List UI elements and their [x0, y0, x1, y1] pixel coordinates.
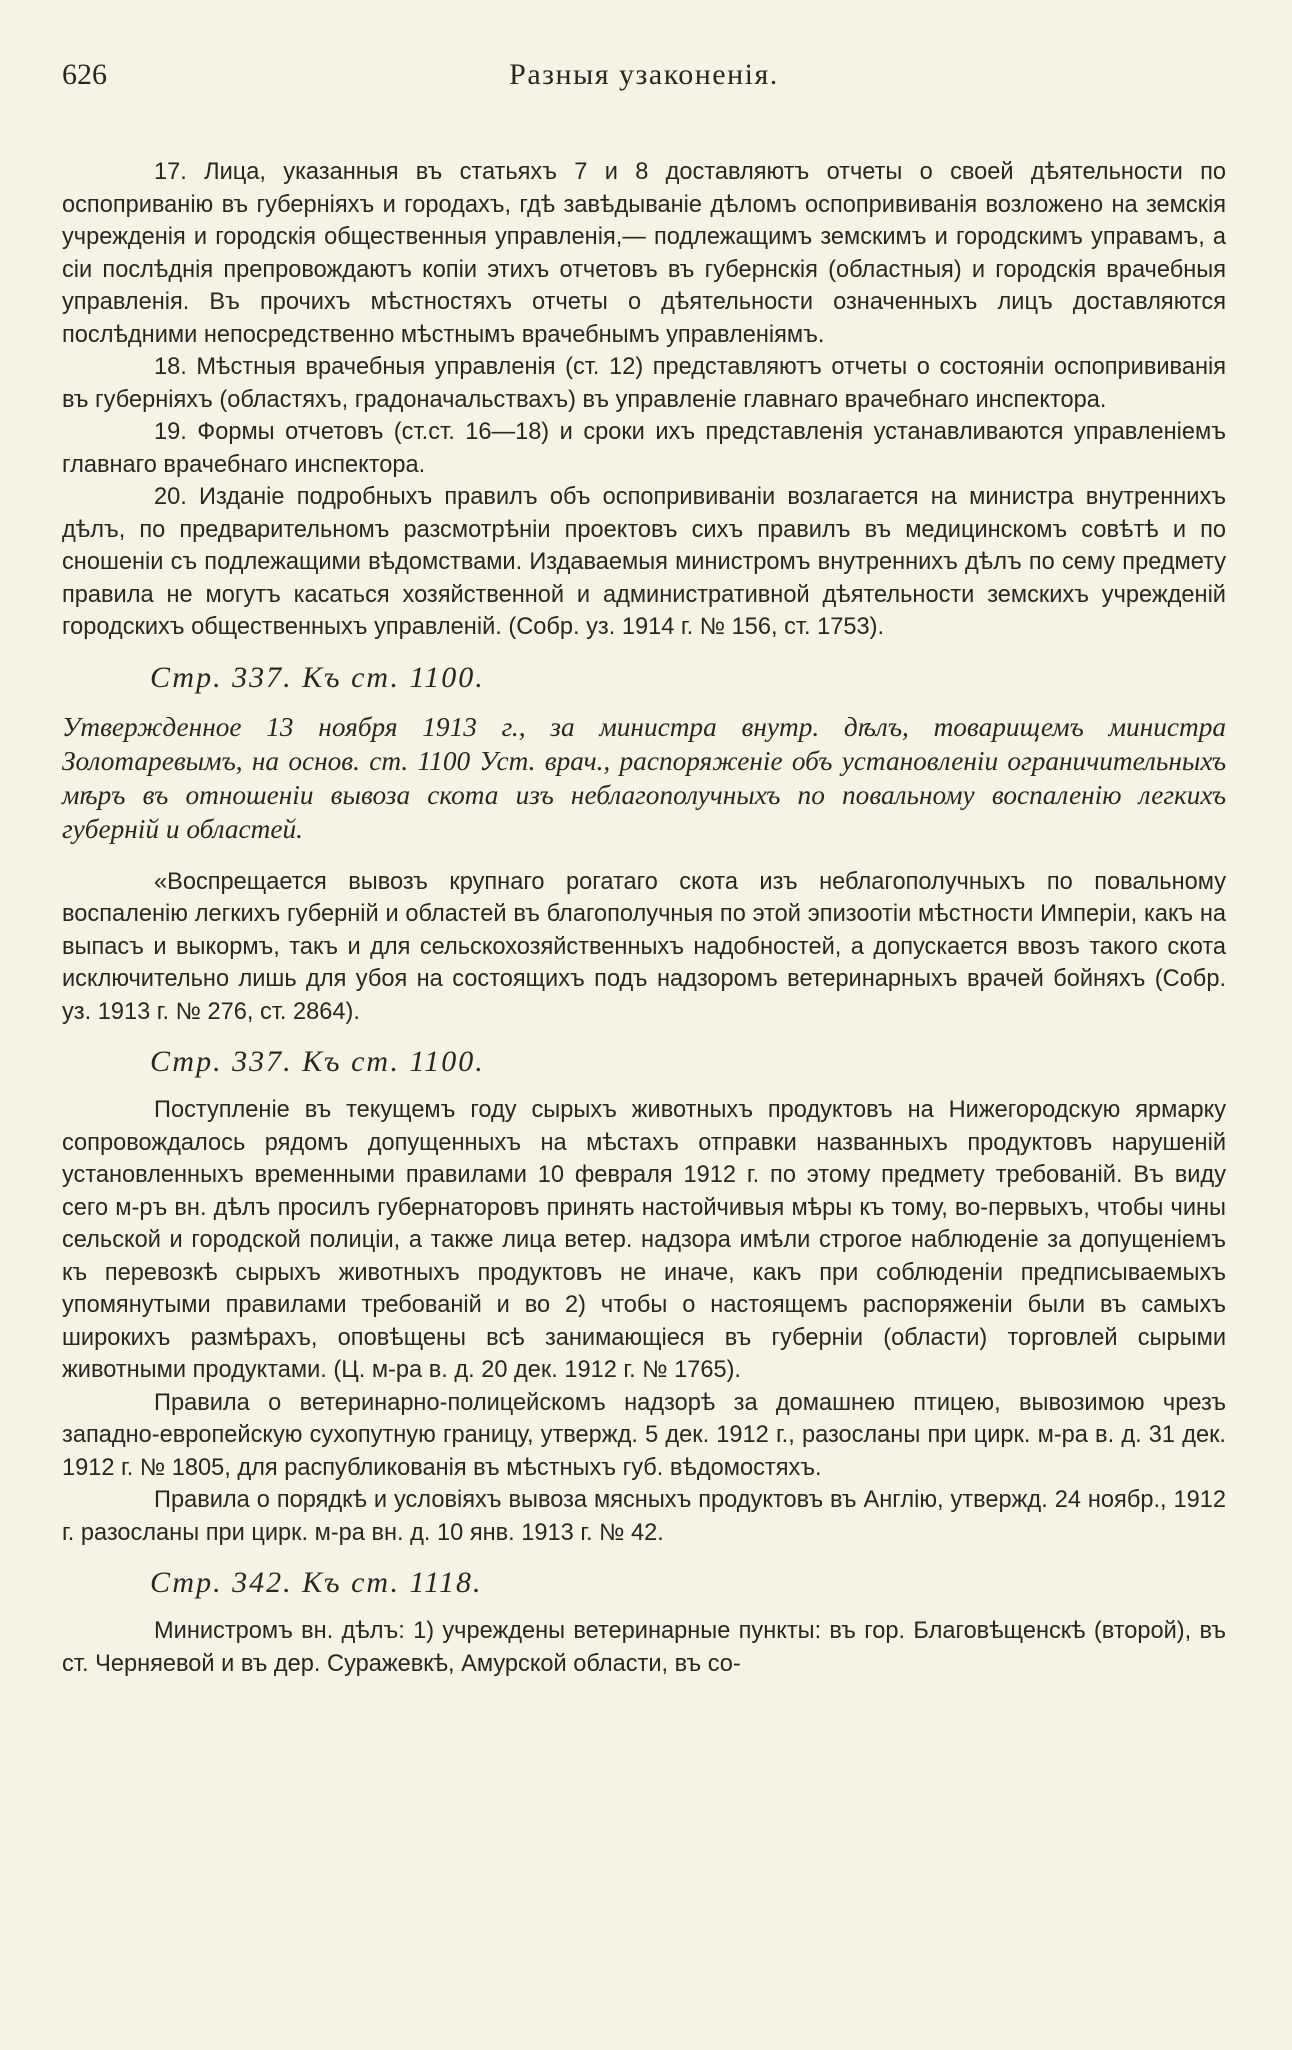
paragraph-18: 18. Мѣстныя врачебныя управленія (ст. 12) представляютъ отчеты о состояніи оспопрививанія въ губерніяхъ (областяхъ, градоначальствахъ) въ управленіе главнаго врачебнаго инспектора. — [62, 354, 1226, 413]
paragraph-19: 19. Формы отчетовъ (ст.ст. 16—18) и сроки ихъ представленія устанавливаются управленіемъ главнаго врачебнаго инспектора. — [62, 419, 1226, 478]
decree-title: Утвержденное 13 ноября 1913 г., за министра внутр. дѣлъ, товарищемъ министра Золотаревымъ, на основ. ст. 1100 Уст. врач., распоряженіе объ установленіи ограничительныхъ мѣръ въ отношеніи вывоза скота изъ неблагополучныхъ по повальному воспаленію легкихъ губерній и областей. — [62, 711, 1226, 844]
paragraph: Правила о порядкѣ и условіяхъ вывоза мясныхъ продуктовъ въ Англію, утвержд. 24 ноябр., 1912 г. разосланы при цирк. м-ра вн. д. 10 янв. 1913 г. № 42. — [62, 1487, 1226, 1546]
section-heading: Стр. 337. Къ ст. 1100. — [150, 660, 485, 694]
page-number: 626 — [62, 58, 107, 91]
section-heading: Стр. 337. Къ ст. 1100. — [150, 1045, 485, 1078]
paragraph-17: 17. Лица, указанныя въ статьяхъ 7 и 8 доставляютъ отчеты о своей дѣятельности по оспоприванію въ губерніяхъ и городахъ, гдѣ завѣдываніе дѣломъ оспопрививанія возложено на земскія учрежденія и городскія общественныя управленія,— подлежащимъ земскимъ и городскимъ управамъ, а сіи послѣднія препровождаютъ копіи этихъ отчетовъ въ губернскія (областныя) и городскія врачебныя управленія. Въ прочихъ мѣстностяхъ отчеты о дѣятельности означенныхъ лицъ доставляются послѣдними непосредственно мѣстнымъ врачебнымъ управленіямъ. — [62, 159, 1226, 348]
paragraph-20: 20. Изданіе подробныхъ правилъ объ оспопрививаніи возлагается на министра внутреннихъ дѣлъ, по предварительномъ разсмотрѣніи проектовъ сихъ правилъ въ медицинскомъ совѣтѣ и по сношеніи съ подлежащими вѣдомствами. Издаваемыя министромъ внутреннихъ дѣлъ по сему предмету правила не могутъ касаться хозяйственной и административной дѣятельности земскихъ учрежденій городскихъ общественныхъ управленій. (Собр. уз. 1914 г. № 156, ст. 1753). — [62, 484, 1226, 640]
section-heading: Стр. 342. Къ ст. 1118. — [150, 1566, 483, 1599]
decree-text: «Воспрещается вывозъ крупнаго рогатаго скота изъ неблагополучныхъ по повальному воспаленію легкихъ губерній и областей въ благополучныя по этой эпизоотіи мѣстности Имперіи, какъ на выпасъ и выкормъ, такъ и для сельскохозяйственныхъ надобностей, а допускается ввозъ такого скота исключительно лишь для убоя на состоящихъ подъ надзоромъ ветеринарныхъ врачей бойняхъ (Собр. уз. 1913 г. № 276, ст. 2864). — [62, 868, 1226, 1025]
page-header — [62, 58, 1226, 108]
paragraph: Поступленіе въ текущемъ году сырыхъ животныхъ продуктовъ на Нижегородскую ярмарку сопровождалось рядомъ допущенныхъ на мѣстахъ отправки названныхъ продуктовъ нарушеній установленныхъ временными правилами 10 февраля 1912 г. по этому предмету требованій. Въ виду сего м-ръ вн. дѣлъ просилъ губернаторовъ принять настойчивыя мѣры къ тому, во-первыхъ, чтобы чины сельской и городской полиціи, а также лица ветер. надзора имѣли строгое наблюденіе за допущеніемъ къ перевозкѣ сырыхъ животныхъ продуктовъ не иначе, какъ при соблюденіи предписываемыхъ упомянутыми правилами требованій и во 2) чтобы о настоящемъ распоряженіи были въ самыхъ широкихъ размѣрахъ, оповѣщены всѣ занимающіеся въ губерніи (области) торговлей сырыми животными продуктами. (Ц. м-ра в. д. 20 дек. 1912 г. № 1765). — [62, 1097, 1226, 1383]
paragraph: Правила о ветеринарно-полицейскомъ надзорѣ за домашнею птицею, вывозимою чрезъ западно-европейскую сухопутную границу, утвержд. 5 дек. 1912 г., разосланы при цирк. м-ра в. д. 31 дек. 1912 г. № 1805, для распубликованія въ мѣстныхъ губ. вѣдомостяхъ. — [62, 1389, 1226, 1481]
running-title: Разныя узаконенія. — [509, 58, 779, 91]
paragraph: Министромъ вн. дѣлъ: 1) учреждены ветеринарные пункты: въ гор. Благовѣщенскѣ (второй), въ ст. Черняевой и въ дер. Суражевкѣ, Амурской области, въ со- — [62, 1618, 1226, 1677]
